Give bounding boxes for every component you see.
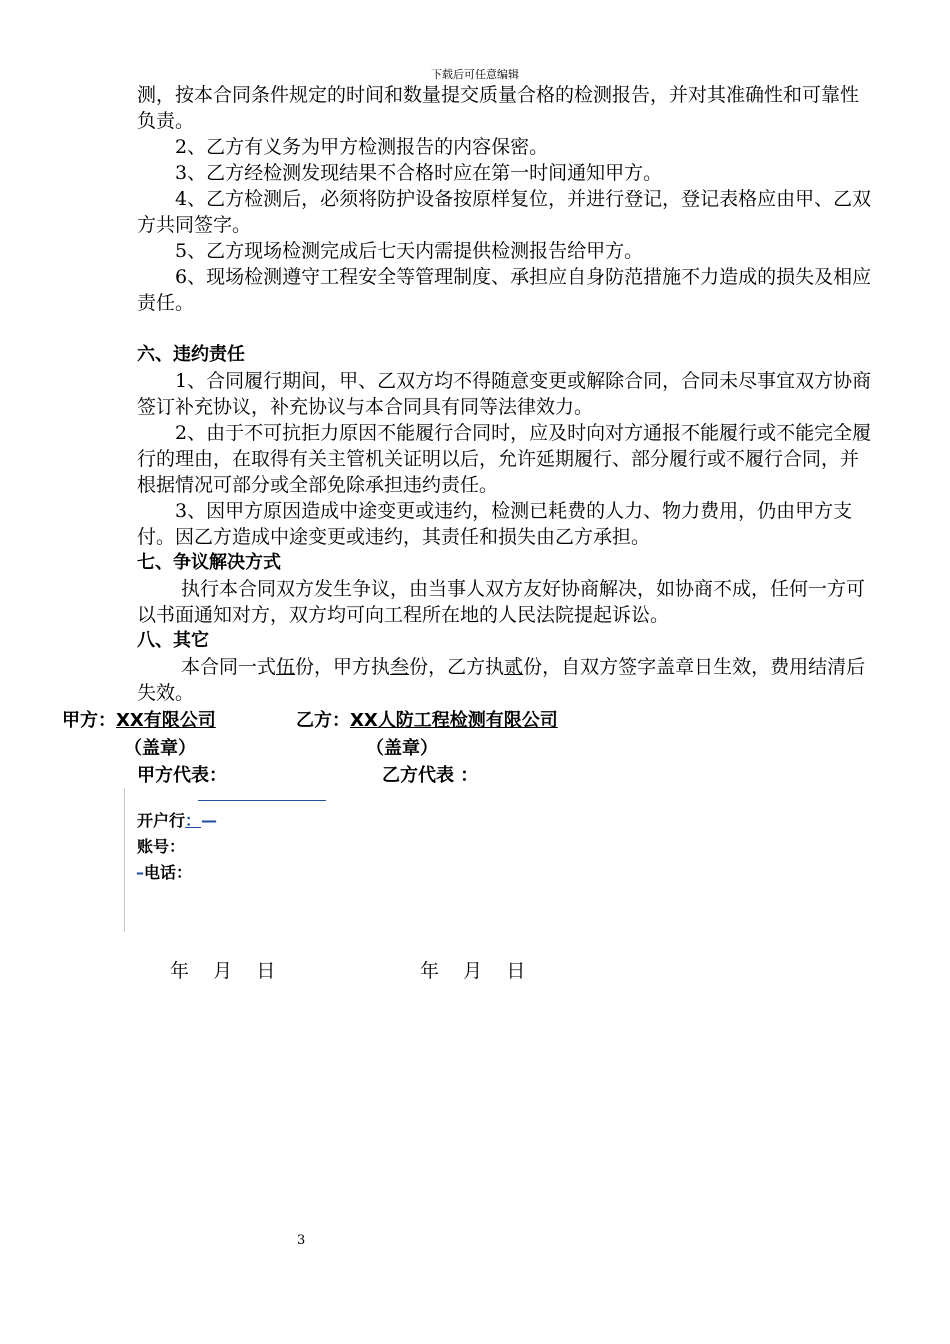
clause-5-5: 5、乙方现场检测完成后七天内需提供检测报告给甲方。	[175, 240, 644, 262]
revision-mark: —	[201, 811, 218, 830]
section-8-title: 八、其它	[137, 630, 209, 651]
phone-label: 电话：	[144, 863, 193, 882]
party-a-representative: 甲方代表：	[137, 765, 227, 786]
copies-party-a: 叁	[390, 656, 410, 678]
bank-colon: ：	[185, 811, 202, 830]
bank-line	[137, 808, 217, 831]
copies-text-1: 本合同一式	[181, 656, 277, 678]
bank-label: 开户行	[137, 811, 186, 830]
page-number: 3	[297, 1233, 306, 1248]
party-b-representative: 乙方代表 ：	[382, 765, 479, 786]
section-6-clause-2: 2、由于不可抗拒力原因不能履行合同时，应及时向对方通报不能履行或不能完全履行的理由，在取得有关主管机关证明以后，允许延期履行、部分履行或不履行合同，并根据情况可部分或全部免除承担违约责任。	[137, 422, 872, 496]
copies-party-b: 贰	[504, 656, 524, 678]
party-b-label: 乙方：	[296, 710, 350, 731]
clause-5-0: 测，按本合同条件规定的时间和数量提交质量合格的检测报告，并对其准确性和可靠性负责。	[137, 84, 860, 132]
clause-5-6: 6、现场检测遵守工程安全等管理制度、承担应自身防范措施不力造成的损失及相应责任。	[137, 266, 872, 314]
party-b-seal: （盖章）	[366, 738, 438, 759]
spacer	[137, 316, 872, 342]
party-b-name: XX人防工程检测有限公司	[350, 710, 558, 731]
section-7-title: 七、争议解决方式	[137, 552, 281, 573]
party-b-block	[296, 706, 558, 732]
section-7-clause-1: 执行本合同双方发生争议，由当事人双方友好协商解决，如协商不成，任何一方可以书面通知对方，双方均可向工程所在地的人民法院提起诉讼。	[137, 578, 866, 626]
revision-bar	[124, 788, 125, 932]
party-a-seal: （盖章）	[124, 738, 196, 759]
clause-5-3: 3、乙方经检测发现结果不合格时应在第一时间通知甲方。	[175, 162, 663, 184]
party-a-date: 年 月 日	[170, 960, 276, 982]
party-a-label: 甲方：	[62, 710, 116, 731]
copies-text-4: 份，自双方签字盖章日生效，费用结清后失效。	[137, 656, 866, 704]
clause-5-2: 2、乙方有义务为甲方检测报告的内容保密。	[175, 136, 549, 158]
phone-dash: –	[136, 863, 144, 882]
phone-line	[136, 860, 192, 883]
account-label: 账号：	[137, 837, 186, 856]
party-b-date: 年 月 日	[420, 960, 526, 982]
section-6-clause-1: 1、合同履行期间，甲、乙双方均不得随意变更或解除合同，合同未尽事宜双方协商签订补充协议，补充协议与本合同具有同等法律效力。	[137, 370, 872, 418]
copies-total: 伍	[276, 656, 296, 678]
copies-text-3: 份，乙方执	[409, 656, 505, 678]
section-8-clause-1	[137, 654, 872, 706]
page-header-note: 下载后可任意编辑	[431, 68, 519, 81]
section-6-title: 六、违约责任	[137, 344, 245, 365]
contract-body	[137, 82, 872, 706]
revision-underline	[198, 800, 326, 801]
party-a-name: XX有限公司	[116, 710, 216, 731]
party-a-block	[62, 706, 216, 732]
clause-5-4: 4、乙方检测后，必须将防护设备按原样复位，并进行登记，登记表格应由甲、乙双方共同签字。	[137, 188, 872, 236]
copies-text-2: 份，甲方执	[295, 656, 391, 678]
section-6-clause-3: 3、因甲方原因造成中途变更或违约，检测已耗费的人力、物力费用，仍由甲方支付。因乙方造成中途变更或违约，其责任和损失由乙方承担。	[137, 500, 853, 548]
